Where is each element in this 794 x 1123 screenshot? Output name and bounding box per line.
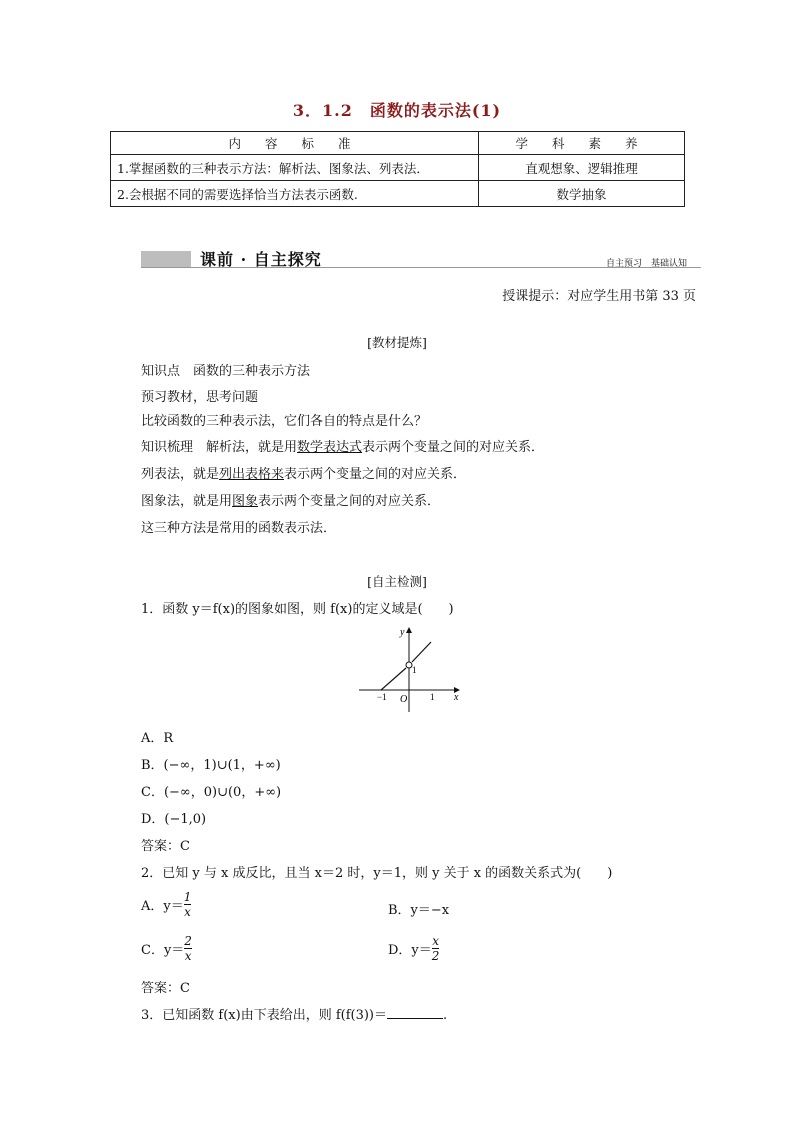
y-label: y [400,627,405,638]
q1-option-b: B．(−∞，1)∪(1，+∞) [141,758,281,773]
textbook-heading: [教材提炼] [367,335,427,350]
knowledge-point: 知识点 函数的三种表示方法 [141,364,311,379]
self-check-heading: [自主检测] [367,574,427,589]
sorting-list: 列表法，就是列出表格来表示两个变量之间的对应关系． [141,467,467,482]
q2-option-b: B．y＝−x [388,903,450,918]
q2-answer: 答案：C [141,981,190,996]
page-title: 3．1.2 函数的表示法(1) [292,101,502,120]
answer-blank[interactable] [387,1008,443,1019]
literacy-2: 数学抽象 [479,181,685,207]
question-text: 比较函数的三种表示法，它们各自的特点是什么？ [141,414,428,429]
sorting-graph: 图象法，就是用图象表示两个变量之间的对应关系． [141,494,441,509]
neg-one-label: −1 [377,692,387,702]
graph-line-right [412,642,431,662]
sorting-summary: 这三种方法是常用的函数表示法． [141,521,337,536]
literacy-1: 直观想象、逻辑推理 [479,155,685,181]
one-x-label: 1 [430,692,435,702]
q1-option-c: C．(−∞，0)∪(0，+∞) [141,785,282,800]
q3-stem: 3．已知函数 f(x)由下表给出，则 f(f(3))＝ . [141,1008,448,1023]
q2-option-d: D．y＝ $\frac{x}{2}$ [388,934,440,963]
section-title: 课前 · 自主探究 [200,250,322,269]
section-subtitle: 自主预习 基础认知 [606,259,688,269]
preview-text: 预习教材，思考问题 [141,390,259,405]
q2-option-a: A．y＝ $\frac{1}{x}$ [141,890,192,919]
one-y-label: 1 [412,665,417,675]
content-standard-1: 1.掌握函数的三种表示方法：解析法、图象法、列表法． [111,155,479,181]
q2-option-c: C．y＝ $\frac{2}{x}$ [141,934,192,963]
q1-option-d: D．(−1,0) [141,812,207,827]
section-bar [141,251,191,267]
teaching-hint: 授课提示：对应学生用书第 33 页 [502,289,696,304]
q1-answer: 答案：C [141,839,190,854]
graph-line-left [381,668,406,690]
standards-table [110,131,685,207]
literacy-header: 学 科 素 养 [479,132,685,155]
q1-option-a: A．R [141,731,174,746]
q2-stem: 2．已知 y 与 x 成反比，且当 x＝2 时，y＝1，则 y 关于 x 的函数关系式为( ) [141,866,613,881]
x-label: x [454,692,459,703]
q1-stem: 1．函数 y＝f(x)的图象如图，则 f(x)的定义域是( ) [141,602,454,617]
sorting-analytic: 知识梳理 解析法，就是用数学表达式表示两个变量之间的对应关系． [141,440,545,455]
content-standard-header: 内 容 标 准 [111,132,479,155]
q1-graph [355,622,465,714]
section-divider [141,267,701,268]
origin-label: O [400,694,408,705]
content-standard-2: 2.会根据不同的需要选择恰当方法表示函数. [111,181,479,207]
